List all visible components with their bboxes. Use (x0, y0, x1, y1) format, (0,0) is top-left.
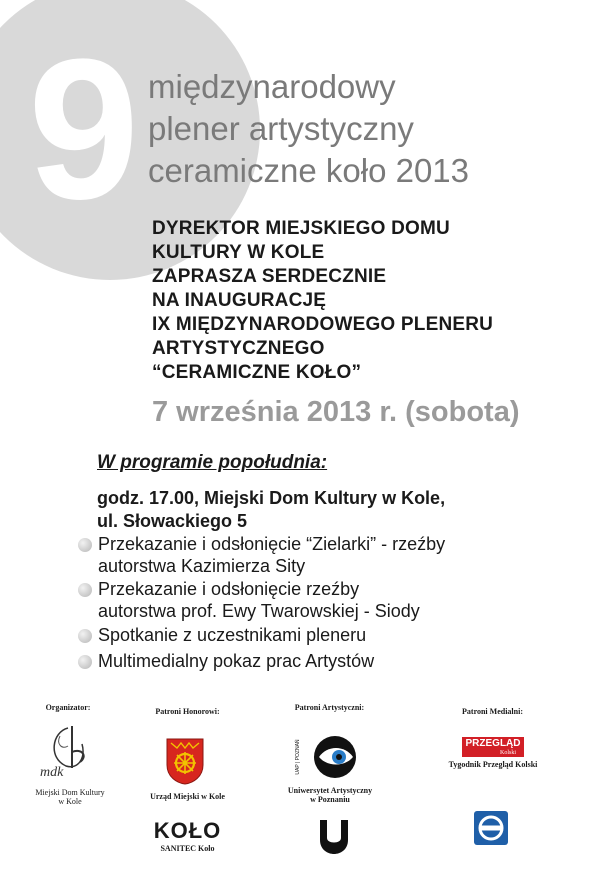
bullet-icon (78, 583, 92, 597)
title-line-3: ceramiczne koło 2013 (148, 152, 470, 189)
title-line-2: plener artystyczny (148, 110, 414, 147)
tygodnik-name: Tygodnik Przegląd Kolski (448, 760, 538, 769)
program-item-line: autorstwa Kazimierza Sity (98, 556, 306, 576)
media-patrons-label: Patroni Medialni: (462, 707, 523, 716)
bullet-icon (78, 538, 92, 552)
artistic-patrons-label: Patroni Artystyczni: (294, 703, 365, 712)
program-time-line-2: ul. Słowackiego 5 (97, 511, 248, 531)
media-patron-logo-icon (473, 810, 509, 846)
mdk-logo-text: mdk (40, 765, 64, 780)
program-heading: W programie popołudnia: (97, 452, 328, 473)
program-time-line-1: godz. 17.00, Miejski Dom Kultury w Kole, (97, 488, 446, 508)
program-item-line: Przekazanie i odsłonięcie “Zielarki” - rzeźby (98, 534, 446, 554)
honorary-patrons-label: Patroni Honorowi: (155, 707, 220, 716)
przeglad-logo (462, 737, 524, 757)
invitation-line-5: IX MIĘDZYNARODOWEGO PLENERU (152, 314, 494, 335)
przeglad-logo-text: PRZEGLĄD (465, 738, 521, 749)
program-item-line: Spotkanie z uczestnikami pleneru (98, 625, 367, 645)
przeglad-logo-sub: Kolski (499, 750, 516, 756)
organizer-name-2: w Kole (58, 797, 82, 806)
invitation-line-3: ZAPRASZA SERDECZNIE (152, 266, 387, 287)
event-date: 7 września 2013 r. (sobota) (152, 396, 520, 428)
invitation-line-6: ARTYSTYCZNEGO (152, 338, 325, 359)
bullet-icon (78, 629, 92, 643)
invitation-line-7: “CERAMICZNE KOŁO” (152, 362, 362, 383)
organizer-label: Organizator: (45, 703, 91, 712)
uap-vertical-label (285, 733, 301, 781)
kolo-logo: KOŁO (153, 818, 222, 843)
organizer-name-1: Miejski Dom Kultury (35, 788, 105, 797)
title-line-1: międzynarodowy (148, 68, 396, 105)
invitation-line-4: NA INAUGURACJĘ (152, 290, 327, 311)
mdk-logo (38, 722, 100, 780)
city-coat-of-arms-icon (165, 737, 205, 785)
university-name-1: Uniwersytet Artystyczny (287, 786, 373, 795)
edition-number: 9 (28, 18, 140, 241)
program-item-line: Multimedialny pokaz prac Artystów (98, 651, 375, 671)
city-office-name: Urząd Miejski w Kole (150, 792, 225, 801)
invitation-line-2: KULTURY W KOLE (152, 242, 325, 263)
uap-logo-icon (313, 735, 357, 779)
invitation-line-1: DYREKTOR MIEJSKIEGO DOMU (152, 218, 450, 239)
uap-vertical-text: UAP | POZNAŃ (295, 739, 301, 775)
sanitec-name: SANITEC Koło (160, 844, 215, 853)
bullet-icon (78, 655, 92, 669)
university-name-2: w Poznaniu (310, 795, 350, 804)
program-item-line: Przekazanie i odsłonięcie rzeźby (98, 579, 360, 599)
uap-shield-icon (318, 818, 350, 856)
program-item-line: autorstwa prof. Ewy Twarowskiej - Siody (98, 601, 420, 621)
